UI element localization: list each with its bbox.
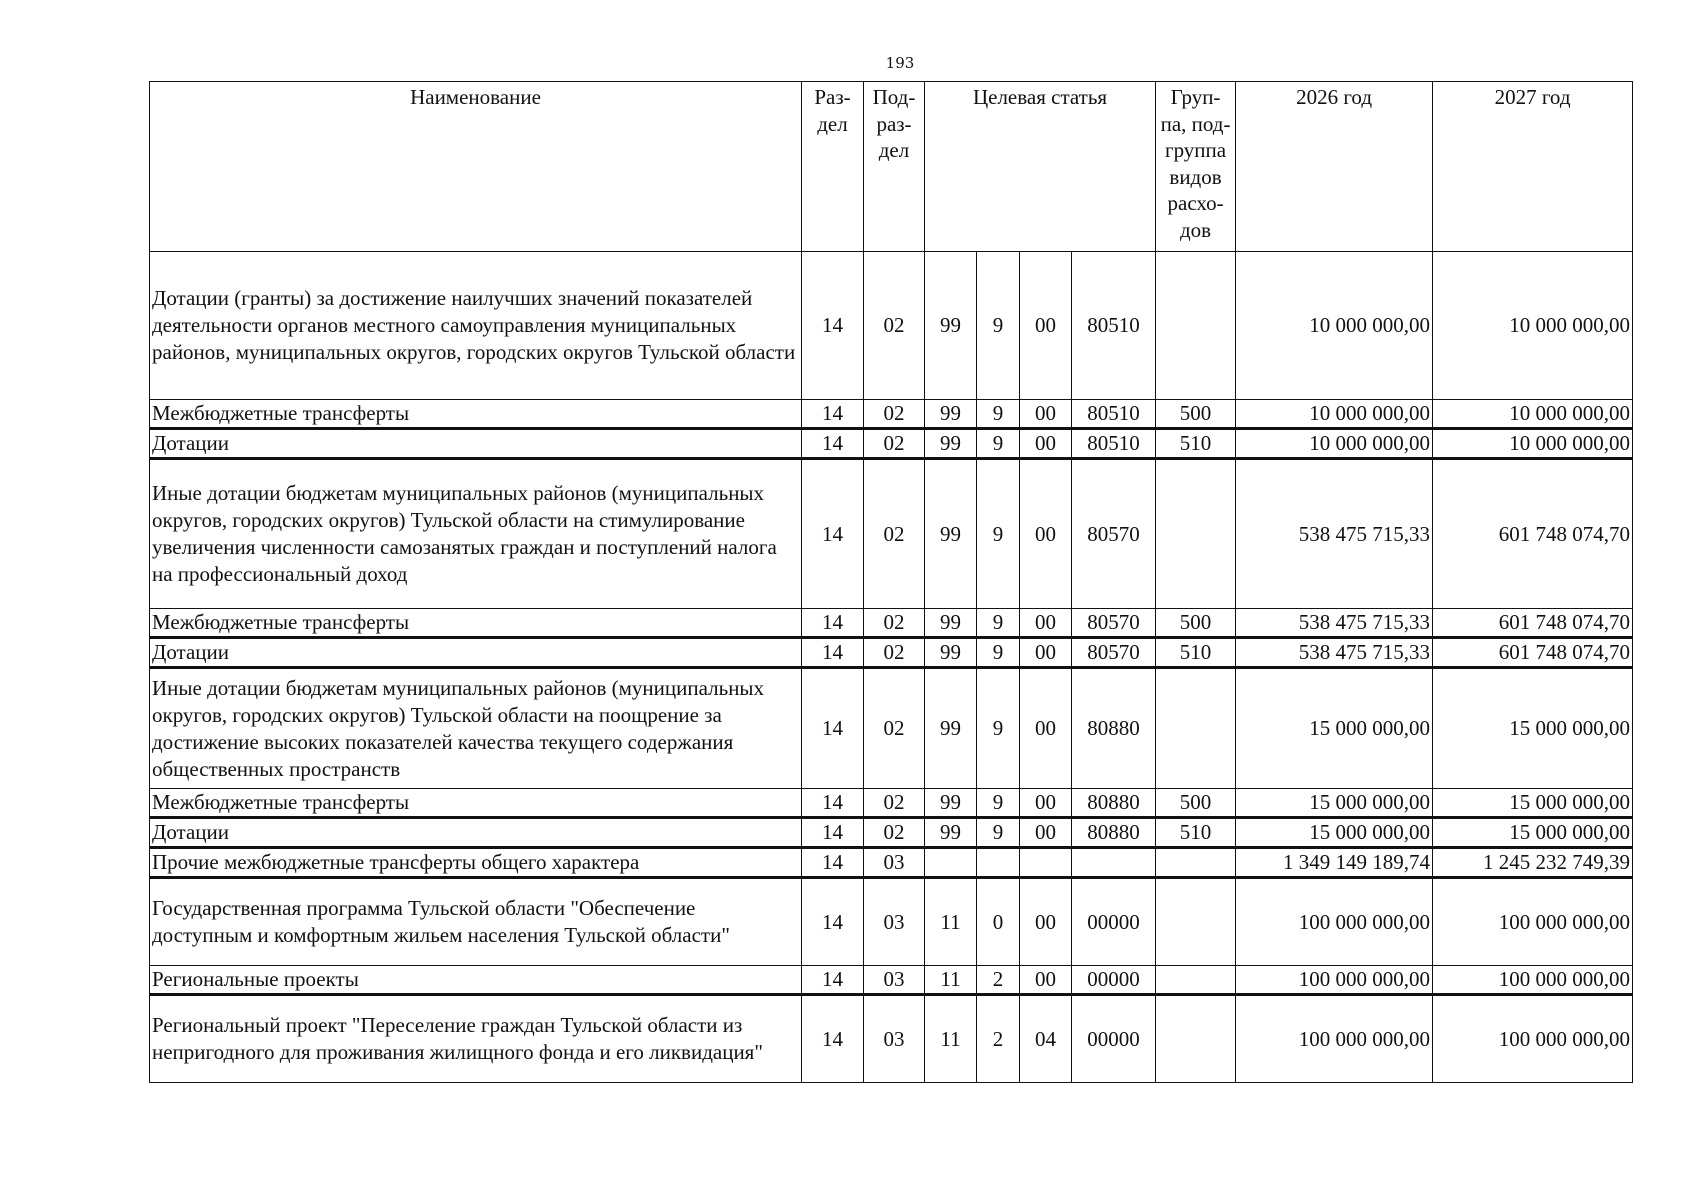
razdel-cell: 14 bbox=[802, 818, 864, 848]
razdel-cell: 14 bbox=[802, 459, 864, 609]
razdel-cell: 14 bbox=[802, 429, 864, 459]
target-program-cell: 99 bbox=[925, 789, 977, 818]
expense-group-cell: 510 bbox=[1156, 818, 1236, 848]
target-subprogram-cell: 9 bbox=[977, 789, 1020, 818]
amount-2026-cell: 100 000 000,00 bbox=[1236, 995, 1433, 1083]
expense-group-cell bbox=[1156, 878, 1236, 966]
target-code-cell bbox=[1072, 848, 1156, 878]
header-year-2027: 2027 год bbox=[1433, 82, 1633, 252]
row-name: Региональные проекты bbox=[150, 966, 802, 995]
target-subprogram-cell bbox=[977, 848, 1020, 878]
expense-group-cell bbox=[1156, 459, 1236, 609]
row-name: Межбюджетные трансферты bbox=[150, 609, 802, 638]
table-row bbox=[150, 459, 1633, 609]
target-subprogram-cell: 9 bbox=[977, 459, 1020, 609]
target-code-cell: 80510 bbox=[1072, 400, 1156, 429]
row-name: Дотации bbox=[150, 818, 802, 848]
amount-2027-cell: 15 000 000,00 bbox=[1433, 789, 1633, 818]
amount-2027-cell: 601 748 074,70 bbox=[1433, 459, 1633, 609]
amount-2026-cell: 100 000 000,00 bbox=[1236, 878, 1433, 966]
target-subprogram-cell: 9 bbox=[977, 609, 1020, 638]
target-direction-cell: 00 bbox=[1020, 966, 1072, 995]
target-direction-cell: 00 bbox=[1020, 668, 1072, 789]
amount-2027-cell: 10 000 000,00 bbox=[1433, 429, 1633, 459]
target-code-cell: 00000 bbox=[1072, 966, 1156, 995]
target-subprogram-cell: 0 bbox=[977, 878, 1020, 966]
amount-2026-cell: 538 475 715,33 bbox=[1236, 638, 1433, 668]
target-subprogram-cell: 2 bbox=[977, 995, 1020, 1083]
amount-2027-cell: 100 000 000,00 bbox=[1433, 995, 1633, 1083]
razdel-cell: 14 bbox=[802, 995, 864, 1083]
header-target-article: Целевая статья bbox=[925, 82, 1156, 252]
row-name: Иные дотации бюджетам муниципальных районов (муниципальных округов, городских округов) Тульской области на стимулирование увеличения численности самозанятых граждан и поступлений налога на профессиональный доход bbox=[150, 459, 802, 609]
target-program-cell: 99 bbox=[925, 668, 977, 789]
target-direction-cell: 00 bbox=[1020, 252, 1072, 400]
amount-2027-cell: 100 000 000,00 bbox=[1433, 966, 1633, 995]
razdel-cell: 14 bbox=[802, 638, 864, 668]
amount-2027-cell: 15 000 000,00 bbox=[1433, 818, 1633, 848]
amount-2027-cell: 601 748 074,70 bbox=[1433, 609, 1633, 638]
target-direction-cell: 00 bbox=[1020, 400, 1072, 429]
amount-2026-cell: 15 000 000,00 bbox=[1236, 789, 1433, 818]
target-program-cell: 99 bbox=[925, 252, 977, 400]
table-row bbox=[150, 668, 1633, 789]
target-program-cell bbox=[925, 848, 977, 878]
podrazdel-cell: 02 bbox=[864, 252, 925, 400]
row-name: Государственная программа Тульской области "Обеспечение доступным и комфортным жильем населения Тульской области" bbox=[150, 878, 802, 966]
razdel-cell: 14 bbox=[802, 789, 864, 818]
target-program-cell: 11 bbox=[925, 878, 977, 966]
target-code-cell: 80880 bbox=[1072, 789, 1156, 818]
target-program-cell: 99 bbox=[925, 400, 977, 429]
table-row bbox=[150, 966, 1633, 995]
budget-table bbox=[149, 81, 1633, 1083]
target-direction-cell: 00 bbox=[1020, 818, 1072, 848]
target-direction-cell: 00 bbox=[1020, 638, 1072, 668]
podrazdel-cell: 02 bbox=[864, 429, 925, 459]
table-header-row bbox=[150, 82, 1633, 252]
expense-group-cell bbox=[1156, 848, 1236, 878]
amount-2026-cell: 100 000 000,00 bbox=[1236, 966, 1433, 995]
podrazdel-cell: 02 bbox=[864, 818, 925, 848]
podrazdel-cell: 03 bbox=[864, 995, 925, 1083]
target-direction-cell: 04 bbox=[1020, 995, 1072, 1083]
podrazdel-cell: 02 bbox=[864, 789, 925, 818]
row-name: Прочие межбюджетные трансферты общего характера bbox=[150, 848, 802, 878]
podrazdel-cell: 02 bbox=[864, 638, 925, 668]
table-row bbox=[150, 995, 1633, 1083]
amount-2027-cell: 100 000 000,00 bbox=[1433, 878, 1633, 966]
target-subprogram-cell: 9 bbox=[977, 638, 1020, 668]
amount-2026-cell: 1 349 149 189,74 bbox=[1236, 848, 1433, 878]
target-code-cell: 80880 bbox=[1072, 668, 1156, 789]
target-direction-cell: 00 bbox=[1020, 789, 1072, 818]
target-direction-cell: 00 bbox=[1020, 609, 1072, 638]
amount-2027-cell: 1 245 232 749,39 bbox=[1433, 848, 1633, 878]
podrazdel-cell: 02 bbox=[864, 459, 925, 609]
expense-group-cell: 510 bbox=[1156, 638, 1236, 668]
amount-2027-cell: 10 000 000,00 bbox=[1433, 252, 1633, 400]
target-code-cell: 80880 bbox=[1072, 818, 1156, 848]
target-program-cell: 99 bbox=[925, 638, 977, 668]
row-name: Региональный проект "Переселение граждан Тульской области из непригодного для проживания жилищного фонда и его ликвидация" bbox=[150, 995, 802, 1083]
target-code-cell: 80510 bbox=[1072, 252, 1156, 400]
razdel-cell: 14 bbox=[802, 966, 864, 995]
amount-2027-cell: 601 748 074,70 bbox=[1433, 638, 1633, 668]
table-row bbox=[150, 252, 1633, 400]
target-subprogram-cell: 9 bbox=[977, 429, 1020, 459]
expense-group-cell bbox=[1156, 995, 1236, 1083]
row-name: Межбюджетные трансферты bbox=[150, 400, 802, 429]
table-row bbox=[150, 818, 1633, 848]
razdel-cell: 14 bbox=[802, 668, 864, 789]
target-program-cell: 11 bbox=[925, 966, 977, 995]
amount-2026-cell: 10 000 000,00 bbox=[1236, 400, 1433, 429]
amount-2026-cell: 15 000 000,00 bbox=[1236, 668, 1433, 789]
target-program-cell: 99 bbox=[925, 429, 977, 459]
target-program-cell: 11 bbox=[925, 995, 977, 1083]
podrazdel-cell: 03 bbox=[864, 966, 925, 995]
header-podrazdel: Под- раз- дел bbox=[864, 82, 925, 252]
row-name: Дотации (гранты) за достижение наилучших значений показателей деятельности органов местного самоуправления муниципальных районов, муниципальных округов, городских округов Тульской области bbox=[150, 252, 802, 400]
razdel-cell: 14 bbox=[802, 252, 864, 400]
table-row bbox=[150, 638, 1633, 668]
expense-group-cell bbox=[1156, 252, 1236, 400]
razdel-cell: 14 bbox=[802, 400, 864, 429]
target-direction-cell: 00 bbox=[1020, 429, 1072, 459]
target-code-cell: 00000 bbox=[1072, 995, 1156, 1083]
target-subprogram-cell: 9 bbox=[977, 400, 1020, 429]
table-row bbox=[150, 429, 1633, 459]
expense-group-cell: 500 bbox=[1156, 400, 1236, 429]
expense-group-cell bbox=[1156, 668, 1236, 789]
amount-2026-cell: 10 000 000,00 bbox=[1236, 429, 1433, 459]
razdel-cell: 14 bbox=[802, 609, 864, 638]
razdel-cell: 14 bbox=[802, 848, 864, 878]
table-row bbox=[150, 848, 1633, 878]
amount-2027-cell: 15 000 000,00 bbox=[1433, 668, 1633, 789]
amount-2026-cell: 15 000 000,00 bbox=[1236, 818, 1433, 848]
target-code-cell: 80570 bbox=[1072, 459, 1156, 609]
target-subprogram-cell: 9 bbox=[977, 252, 1020, 400]
razdel-cell: 14 bbox=[802, 878, 864, 966]
target-program-cell: 99 bbox=[925, 459, 977, 609]
podrazdel-cell: 02 bbox=[864, 668, 925, 789]
expense-group-cell: 500 bbox=[1156, 789, 1236, 818]
expense-group-cell: 500 bbox=[1156, 609, 1236, 638]
target-direction-cell: 00 bbox=[1020, 878, 1072, 966]
target-code-cell: 00000 bbox=[1072, 878, 1156, 966]
page-number: 193 bbox=[885, 54, 915, 72]
table-row bbox=[150, 400, 1633, 429]
amount-2026-cell: 10 000 000,00 bbox=[1236, 252, 1433, 400]
header-razdel: Раз- дел bbox=[802, 82, 864, 252]
expense-group-cell: 510 bbox=[1156, 429, 1236, 459]
podrazdel-cell: 02 bbox=[864, 400, 925, 429]
podrazdel-cell: 03 bbox=[864, 848, 925, 878]
row-name: Межбюджетные трансферты bbox=[150, 789, 802, 818]
podrazdel-cell: 02 bbox=[864, 609, 925, 638]
row-name: Дотации bbox=[150, 429, 802, 459]
header-name: Наименование bbox=[150, 82, 802, 252]
amount-2027-cell: 10 000 000,00 bbox=[1433, 400, 1633, 429]
target-program-cell: 99 bbox=[925, 818, 977, 848]
row-name: Иные дотации бюджетам муниципальных районов (муниципальных округов, городских округов) Тульской области на поощрение за достижение высоких показателей качества текущего содержания общественных пространств bbox=[150, 668, 802, 789]
target-subprogram-cell: 9 bbox=[977, 668, 1020, 789]
expense-group-cell bbox=[1156, 966, 1236, 995]
amount-2026-cell: 538 475 715,33 bbox=[1236, 459, 1433, 609]
target-code-cell: 80570 bbox=[1072, 638, 1156, 668]
header-expense-group: Груп- па, под- группа видов расхо- дов bbox=[1156, 82, 1236, 252]
table-row bbox=[150, 789, 1633, 818]
target-program-cell: 99 bbox=[925, 609, 977, 638]
amount-2026-cell: 538 475 715,33 bbox=[1236, 609, 1433, 638]
table-row bbox=[150, 609, 1633, 638]
target-code-cell: 80570 bbox=[1072, 609, 1156, 638]
target-subprogram-cell: 2 bbox=[977, 966, 1020, 995]
target-subprogram-cell: 9 bbox=[977, 818, 1020, 848]
header-year-2026: 2026 год bbox=[1236, 82, 1433, 252]
target-code-cell: 80510 bbox=[1072, 429, 1156, 459]
table-row bbox=[150, 878, 1633, 966]
podrazdel-cell: 03 bbox=[864, 878, 925, 966]
target-direction-cell bbox=[1020, 848, 1072, 878]
target-direction-cell: 00 bbox=[1020, 459, 1072, 609]
row-name: Дотации bbox=[150, 638, 802, 668]
